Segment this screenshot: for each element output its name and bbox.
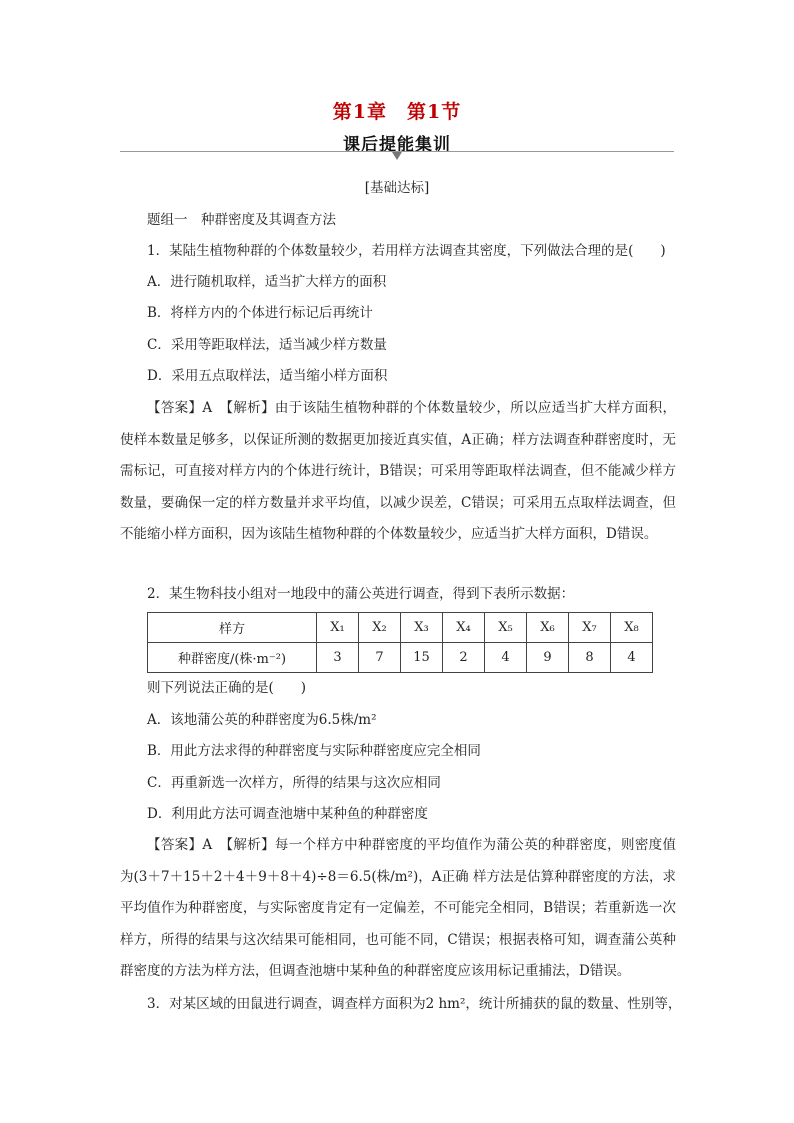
- table-cell: 9: [527, 643, 569, 673]
- q2-option-b: B．用此方法求得的种群密度与实际种群密度应完全相同: [147, 743, 481, 759]
- table-cell: X₁: [317, 613, 359, 643]
- table-cell: 8: [569, 643, 611, 673]
- table-row: [148, 643, 653, 673]
- q2-answer: 【答案】A 【解析】每一个样方中种群密度的平均值作为蒲公英的种群密度，则密度值为(3＋7＋15＋2＋4＋9＋8＋4)÷8＝6.5(株/m²)，A正确 样方法是估算种群密度的方法，求平均值作为种群密度，与实际密度肯定有一定偏差，不可能完全相同，B错误；若重新选一次样方，所得的结果与这次结果可能相同，也可能不同，C错误；根据表格可知，调查蒲公英种群密度的方法为样方法，但调查池塘中某种鱼的种群密度应该用标记重捕法，D错误。: [120, 837, 676, 979]
- table-cell: 2: [443, 643, 485, 673]
- section-heading: [基础达标]: [364, 180, 430, 196]
- table-cell: X₇: [569, 613, 611, 643]
- q2-option-d: D．利用此方法可调查池塘中某种鱼的种群密度: [147, 806, 428, 822]
- table-cell: 4: [611, 643, 653, 673]
- q2-option-a: A．该地蒲公英的种群密度为6.5株/m²: [147, 712, 377, 728]
- q1-option-c: C．采用等距取样法，适当减少样方数量: [147, 337, 387, 353]
- table-header-cell: 种群密度/(株·m⁻²): [148, 643, 317, 673]
- q2-question: 则下列说法正确的是( ): [147, 680, 307, 696]
- q1-stem: 1．某陆生植物种群的个体数量较少，若用样方法调查其密度，下列做法合理的是( ): [147, 243, 666, 259]
- table-cell: 15: [401, 643, 443, 673]
- table-cell: 4: [485, 643, 527, 673]
- table-cell: X₆: [527, 613, 569, 643]
- data-table: [147, 612, 653, 673]
- triangle-down-icon: [392, 152, 402, 160]
- q1-answer: 【答案】A 【解析】由于该陆生植物种群的个体数量较少，所以应适当扩大样方面积，使样本数量足够多，以保证所测的数据更加接近真实值，A正确；样方法调查种群密度时，无需标记，可直接对样方内的个体进行统计，B错误；可采用等距取样法调查，但不能减少样方数量，要确保一定的样方数量并求平均值，以减少误差，C错误；可采用五点取样法调查，但不能缩小样方面积，因为该陆生植物种群的个体数量较少，应适当扩大样方面积，D错误。: [120, 400, 676, 542]
- table-cell: X₂: [359, 613, 401, 643]
- table-cell: X₈: [611, 613, 653, 643]
- table-cell: 3: [317, 643, 359, 673]
- table-cell: X₃: [401, 613, 443, 643]
- table-cell: X₄: [443, 613, 485, 643]
- q3-stem: 3．对某区域的田鼠进行调查，调查样方面积为2 hm²，统计所捕获的鼠的数量、性别等，: [147, 996, 682, 1012]
- q2-option-c: C．再重新选一次样方，所得的结果与这次应相同: [147, 775, 441, 791]
- chapter-title: 第1章 第1节: [332, 101, 462, 123]
- q2-stem: 2．某生物科技小组对一地段中的蒲公英进行调查，得到下表所示数据：: [147, 586, 575, 602]
- table-cell: X₅: [485, 613, 527, 643]
- group-heading: 题组一 种群密度及其调查方法: [147, 212, 336, 228]
- page-subtitle: 课后提能集训: [343, 135, 451, 155]
- table-header-cell: 样方: [148, 613, 317, 643]
- q1-option-a: A．进行随机取样，适当扩大样方的面积: [147, 274, 387, 290]
- table-cell: 7: [359, 643, 401, 673]
- q1-option-d: D．采用五点取样法，适当缩小样方面积: [147, 368, 388, 384]
- table-row: [148, 613, 653, 643]
- q1-option-b: B．将样方内的个体进行标记后再统计: [147, 305, 373, 321]
